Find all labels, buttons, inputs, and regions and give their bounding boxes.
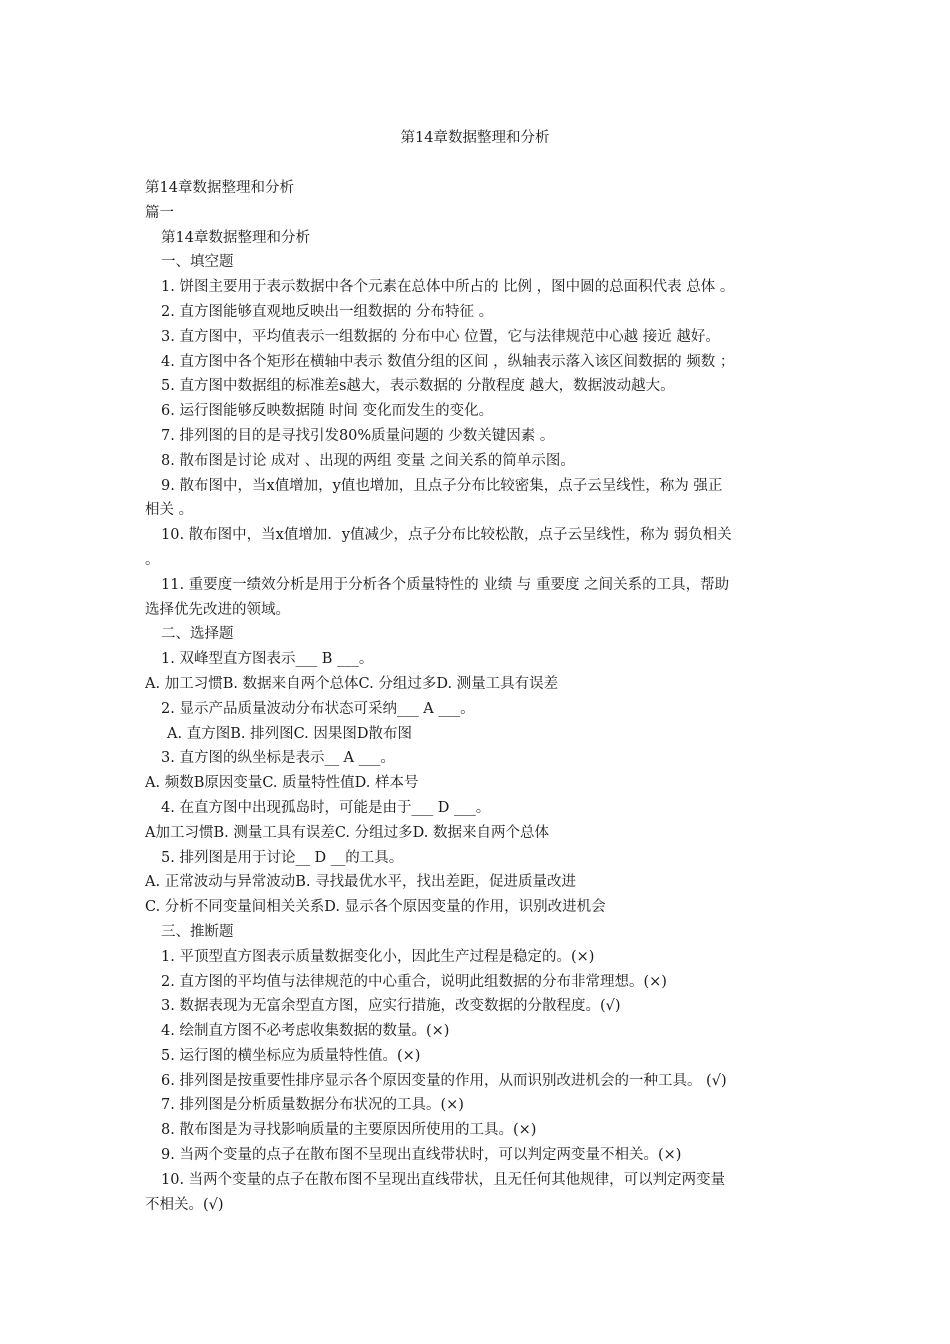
question-line: 4. 直方图中各个矩形在横轴中表示 数值分组的区间 ，纵轴表示落入该区间数据的 频数 ； xyxy=(161,353,735,370)
question-line: 3. 数据表现为无富余型直方图，应实行措施，改变数据的分散程度。(√) xyxy=(161,998,621,1015)
options-line: A. 加工习惯B. 数据来自两个总体C. 分组过多D. 测量工具有误差 xyxy=(145,675,559,692)
section-heading-fill-blank: 一、填空题 xyxy=(161,254,234,271)
options-line: A加工习惯B. 测量工具有误差C. 分组过多D. 数据来自两个总体 xyxy=(145,824,549,841)
question-line: 8. 散布图是讨论 成对 、出现的两组 变量 之间关系的简单示图。 xyxy=(161,452,575,469)
question-line: 1. 双峰型直方图表示___ B ___。 xyxy=(161,651,374,668)
heading: 第14章数据整理和分析 xyxy=(145,180,294,196)
question-line: 1. 平顶型直方图表示质量数据变化小，因此生产过程是稳定的。(×) xyxy=(161,948,595,965)
question-line: 2. 显示产品质量波动分布状态可采纳___ A ___。 xyxy=(161,700,475,717)
section-heading-judgment: 三、推断题 xyxy=(161,923,234,940)
question-line: 4. 绘制直方图不必考虑收集数据的数量。(×) xyxy=(161,1023,450,1040)
section-label: 篇一 xyxy=(145,204,174,221)
question-continuation: 不相关。(√) xyxy=(145,1196,224,1213)
options-line: A. 正常波动与异常波动B. 寻找最优水平，找出差距，促进质量改进 xyxy=(145,874,577,891)
question-line: 10. 当两个变量的点子在散布图不呈现出直线带状，且无任何其他规律，可以判定两变量 xyxy=(161,1171,726,1188)
question-line: 7. 排列图是分析质量数据分布状况的工具。(×) xyxy=(161,1097,464,1114)
question-line: 11. 重要度一绩效分析是用于分析各个质量特性的 业绩 与 重要度 之间关系的工具，帮助 xyxy=(161,576,730,593)
page-title: 第14章数据整理和分析 xyxy=(400,130,550,146)
options-line: C. 分析不同变量间相关关系D. 显示各个原因变量的作用，识别改进机会 xyxy=(145,899,606,916)
question-line: 3. 直方图的纵坐标是表示__ A ___。 xyxy=(161,750,395,767)
question-line: 8. 散布图是为寻找影响质量的主要原因所使用的工具。(×) xyxy=(161,1122,537,1139)
question-line: 3. 直方图中，平均值表示一组数据的 分布中心 位置，它与法律规范中心越 接近 越好。 xyxy=(161,328,720,345)
section-heading-choice: 二、选择题 xyxy=(161,626,234,643)
question-line: 4. 在直方图中出现孤岛时，可能是由于___ D ___。 xyxy=(161,799,491,816)
question-line: 6. 运行图能够反映数据随 时间 变化而发生的变化。 xyxy=(161,403,494,420)
question-continuation: 相关 。 xyxy=(145,502,194,519)
question-line: 10. 散布图中，当x值增加．y值减少，点子分布比较松散，点子云呈线性，称为 弱负相关 xyxy=(161,527,732,544)
question-continuation: 选择优先改进的领域。 xyxy=(145,601,290,618)
question-line: 1. 饼图主要用于表示数据中各个元素在总体中所占的 比例 ，图中圆的总面积代表 总体 。 xyxy=(161,279,735,296)
options-line: A. 频数B原因变量C. 质量特性值D. 样本号 xyxy=(145,775,419,792)
question-line: 5. 运行图的横坐标应为质量特性值。(×) xyxy=(161,1047,421,1064)
document-body xyxy=(145,176,810,1217)
question-line: 7. 排列图的目的是寻找引发80%质量问题的 少数关键因素 。 xyxy=(161,427,555,444)
options-line: A. 直方图B. 排列图C. 因果图D散布图 xyxy=(167,725,412,742)
question-line: 5. 直方图中数据组的标准差s越大，表示数据的 分散程度 越大，数据波动越大。 xyxy=(161,378,675,395)
question-line: 2. 直方图能够直观地反映出一组数据的 分布特征 。 xyxy=(161,303,494,320)
subheading: 第14章数据整理和分析 xyxy=(161,229,310,246)
question-line: 9. 散布图中，当x值增加，y值也增加，且点子分布比较密集，点子云呈线性，称为 强正 xyxy=(161,477,723,494)
question-line: 6. 排列图是按重要性排序显示各个原因变量的作用，从而识别改进机会的一种工具。 (√) xyxy=(161,1072,727,1089)
question-line: 2. 直方图的平均值与法律规范的中心重合，说明此组数据的分布非常理想。(×) xyxy=(161,973,667,990)
question-line: 5. 排列图是用于讨论__ D __的工具。 xyxy=(161,849,404,866)
question-continuation: 。 xyxy=(145,551,160,568)
question-line: 9. 当两个变量的点子在散布图不呈现出直线带状时，可以判定两变量不相关。(×) xyxy=(161,1147,682,1164)
